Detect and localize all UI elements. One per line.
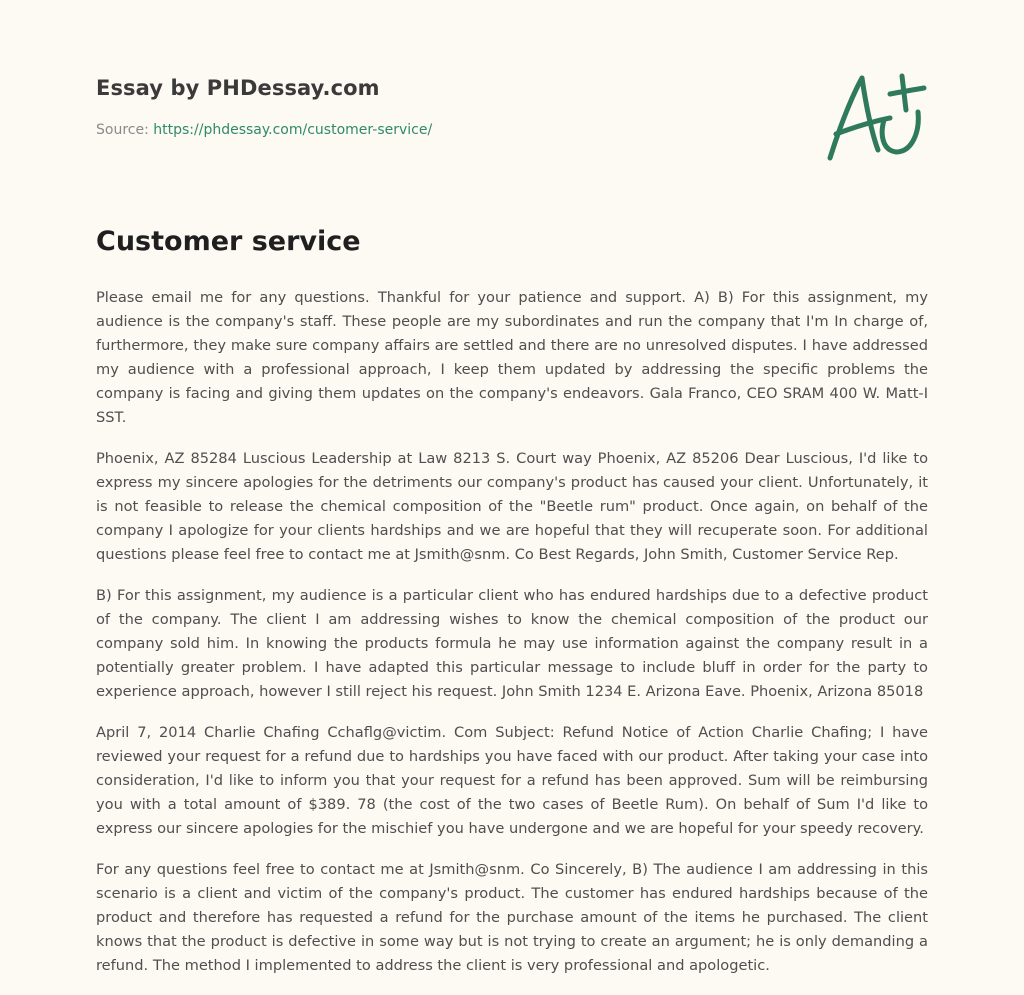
brand-title: Essay by PHDessay.com — [96, 76, 380, 100]
essay-paragraph: Please email me for any questions. Thankful for your patience and support. A) B) For this assignment, my audience is the company's staff. These people are my subordinates and run the company that I'm In charge of, furthermore, they make sure company affairs are settled and there are no unresolved disputes. I have addressed my audience with a professional approach, I keep them updated by addressing the specific problems the company is facing and giving them updates on the company's endeavors. Gala Franco, CEO SRAM 400 W. Matt-I SST. — [96, 289, 928, 426]
source-link[interactable]: https://phdessay.com/customer-service/ — [153, 122, 433, 138]
essay-header — [96, 76, 796, 138]
essay-paragraph: Phoenix, AZ 85284 Luscious Leadership at Law 8213 S. Court way Phoenix, AZ 85206 Dear Luscious, I'd like to express my sincere apologies for the detriments our company's product has caused your client. Unfortunately, it is not feasible to release the chemical composition of the "Beetle rum" product. Once again, on behalf of the company I apologize for your clients hardships and we are hopeful that they will recuperate soon. For additional questions please feel free to contact me at Jsmith@snm. Co Best Regards, John Smith, Customer Service Rep. — [96, 450, 928, 563]
essay-paragraph: B) For this assignment, my audience is a particular client who has endured hardships due to a defective product of the company. The client I am addressing wishes to know the chemical composition of the product our company sold him. In knowing the products formula he may use information against the company result in a potentially greater problem. I have adapted this particular message to include bluff in order for the party to experience approach, however I still reject his request. John Smith 1234 E. Arizona Eave. Phoenix, Arizona 85018 — [96, 587, 928, 700]
page-title: Customer service — [96, 226, 361, 257]
essay-body — [96, 286, 928, 995]
essay-paragraph: For any questions feel free to contact me at Jsmith@snm. Co Sincerely, B) The audience I am addressing in this scenario is a client and victim of the company's product. The customer has endured hardships because of the product and therefore has requested a refund for the purchase amount of the items he purchased. The client knows that the product is defective in some way but is not trying to create an argument; he is only demanding a refund. The method I implemented to address the client is very professional and apologetic. — [96, 861, 928, 974]
essay-paragraph: April 7, 2014 Charlie Chafing Cchaflg@victim. Com Subject: Refund Notice of Action Charlie Chafing; I have reviewed your request for a refund due to hardships you have faced with our product. After taking your case into consideration, I'd like to inform you that your request for a refund has been approved. Sum will be reimbursing you with a total amount of $389. 78 (the cost of the two cases of Beetle Rum). On behalf of Sum I'd like to express our sincere apologies for the mischief you have undergone and we are hopeful for your speedy recovery. — [96, 724, 928, 837]
source-label: Source: — [96, 122, 154, 138]
a-plus-grade-icon — [822, 66, 932, 166]
source-line — [96, 122, 796, 138]
